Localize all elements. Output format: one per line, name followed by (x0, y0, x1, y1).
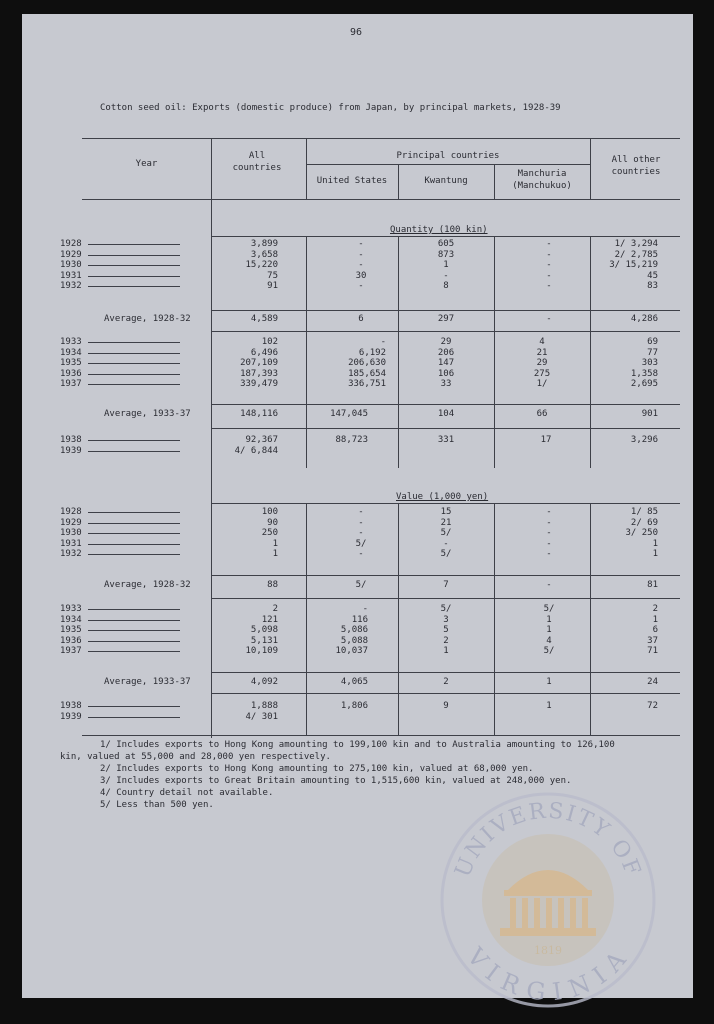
col-divider-4h (494, 164, 495, 200)
footnote-4: 4/ Country detail not available. (100, 788, 274, 798)
v-group1-other: 1/ 85 2/ 69 3/ 250 1 1 (625, 507, 658, 560)
v-group2-us: - 116 5,086 5,088 10,037 (335, 604, 368, 657)
header-all-other: All other countries (611, 155, 661, 177)
q-group1-all: 3,899 3,658 15,220 75 91 (245, 239, 278, 292)
v-group3-years: 1938 1939 (60, 701, 184, 722)
q-group2-years: 1933 1934 1935 1936 1937 (60, 337, 184, 390)
v-avg2-bottom-rule (211, 693, 680, 694)
header-manchuria: Manchuria (Manchukuo) (512, 169, 572, 191)
q-avg2-top-rule (211, 404, 680, 405)
v-avg1-kwantung: 7 (443, 580, 449, 590)
page-number: 96 (350, 27, 363, 38)
footnote-3: 3/ Includes exports to Great Britain amounting to 1,515,600 kin, valued at 248,000 yen. (100, 776, 572, 786)
q-avg1-bottom-rule (211, 331, 680, 332)
v-group1-years: 1928 1929 1930 1931 1932 (60, 507, 184, 560)
header-united-states: United States (316, 176, 388, 186)
col-divider-5h (590, 138, 591, 200)
v-avg2-all: 4,092 (250, 677, 278, 687)
v-group2-other: 2 1 6 37 71 (647, 604, 658, 657)
footnote-1: 1/ Includes exports to Hong Kong amounting to 199,100 kin and to Australia amounting to 126,100 (100, 740, 615, 750)
q-group3-kwantung: 331 (437, 435, 455, 445)
v-group3-all: 1,888 4/ 301 (245, 701, 278, 722)
header-year: Year (135, 159, 158, 169)
svg-text:1819: 1819 (534, 944, 562, 957)
quantity-section-title: Quantity (100 kin) (390, 225, 488, 235)
v-group3-kwantung: 9 (443, 701, 449, 711)
v-avg1-bottom-rule (211, 598, 680, 599)
q-group2-other: 69 77 303 1,358 2,695 (630, 337, 658, 390)
q-group1-us: - - - 30 - (355, 239, 367, 292)
q-avg2-us: 147,045 (330, 409, 368, 419)
v-avg2-other: 24 (647, 677, 658, 687)
q-avg2-other: 901 (641, 409, 658, 419)
v-group2-years: 1933 1934 1935 1936 1937 (60, 604, 184, 657)
table-bottom-rule (82, 735, 680, 736)
principal-rule (306, 164, 590, 165)
header-principal-countries: Principal countries (396, 151, 500, 161)
q-group3-other: 3,296 (630, 435, 658, 445)
value-section-title: Value (1,000 yen) (396, 492, 489, 502)
q-group2-us: - 6,192 206,630 185,654 336,751 (348, 337, 386, 390)
v-avg2-label: Average, 1933-37 (104, 677, 191, 687)
v-avg2-top-rule (211, 672, 680, 673)
q-group1-years: 1928 1929 1930 1931 1932 (60, 239, 184, 292)
v-group3-us: 1,806 (340, 701, 368, 711)
q-avg2-label: Average, 1933-37 (104, 409, 191, 419)
q-avg1-kwantung: 297 (437, 314, 455, 324)
q-group1-other: 1/ 3,294 2/ 2,785 3/ 15,219 45 83 (609, 239, 658, 292)
q-group3-us: 88,723 (335, 435, 368, 445)
q-avg1-other: 4,286 (630, 314, 658, 324)
v-avg2-us: 4,065 (340, 677, 368, 687)
q-avg1-us: 6 (358, 314, 364, 324)
svg-text:VIRGINIA: VIRGINIA (461, 942, 635, 1007)
q-group1-kwantung: 605 873 1 - 8 (437, 239, 455, 292)
footnote-1-cont: kin, valued at 55,000 and 28,000 yen respectively. (60, 752, 331, 762)
value-rule (211, 503, 680, 504)
footnote-5: 5/ Less than 500 yen. (100, 800, 214, 810)
v-group3-manchuria: 1 (546, 701, 552, 711)
v-avg1-top-rule (211, 575, 680, 576)
v-avg1-us: 5/ (355, 580, 367, 590)
q-avg1-label: Average, 1928-32 (104, 314, 191, 324)
v-avg1-other: 81 (647, 580, 658, 590)
header-all-countries: All countries (232, 151, 282, 173)
v-group2-all: 2 121 5,098 5,131 10,109 (245, 604, 278, 657)
q-avg2-kwantung: 104 (437, 409, 455, 419)
v-group1-us: - - - 5/ - (355, 507, 367, 560)
q-group3-years: 1938 1939 (60, 435, 184, 456)
v-group1-all: 100 90 250 1 1 (261, 507, 278, 560)
v-avg2-manchuria: 1 (546, 677, 552, 687)
q-avg2-all: 148,116 (240, 409, 278, 419)
q-avg2-bottom-rule (211, 428, 680, 429)
svg-text:UNIVERSITY OF: UNIVERSITY OF (450, 798, 646, 881)
q-group2-kwantung: 29 206 147 106 33 (437, 337, 455, 390)
q-group2-manchuria: 4 21 29 275 1/ (533, 337, 551, 390)
q-avg2-manchuria: 66 (536, 409, 548, 419)
v-avg2-kwantung: 2 (443, 677, 449, 687)
table-title: Cotton seed oil: Exports (domestic produce) from Japan, by principal markets, 1928-39 (100, 103, 561, 113)
v-group1-kwantung: 15 21 5/ - 5/ (440, 507, 452, 560)
footnote-2: 2/ Includes exports to Hong Kong amounting to 275,100 kin, valued at 68,000 yen. (100, 764, 534, 774)
col-divider-2h (306, 138, 307, 200)
v-avg1-manchuria: - (546, 580, 552, 590)
q-group1-manchuria: - - - - - (546, 239, 552, 292)
q-avg1-top-rule (211, 310, 680, 311)
v-avg1-label: Average, 1928-32 (104, 580, 191, 590)
header-kwantung: Kwantung (424, 176, 468, 186)
v-group1-manchuria: - - - - - (546, 507, 552, 560)
q-group3-manchuria: 17 (540, 435, 552, 445)
university-seal (438, 790, 658, 1010)
q-avg1-all: 4,589 (250, 314, 278, 324)
quantity-rule (211, 236, 680, 237)
q-group3-all: 92,367 4/ 6,844 (234, 435, 278, 456)
v-group2-manchuria: 5/ 1 1 4 5/ (543, 604, 555, 657)
q-avg1-manchuria: - (546, 314, 552, 324)
v-group3-other: 72 (647, 701, 658, 711)
v-group2-kwantung: 5/ 3 5 2 1 (440, 604, 452, 657)
q-group2-all: 102 6,496 207,109 187,393 339,479 (240, 337, 278, 390)
v-avg1-all: 88 (267, 580, 278, 590)
